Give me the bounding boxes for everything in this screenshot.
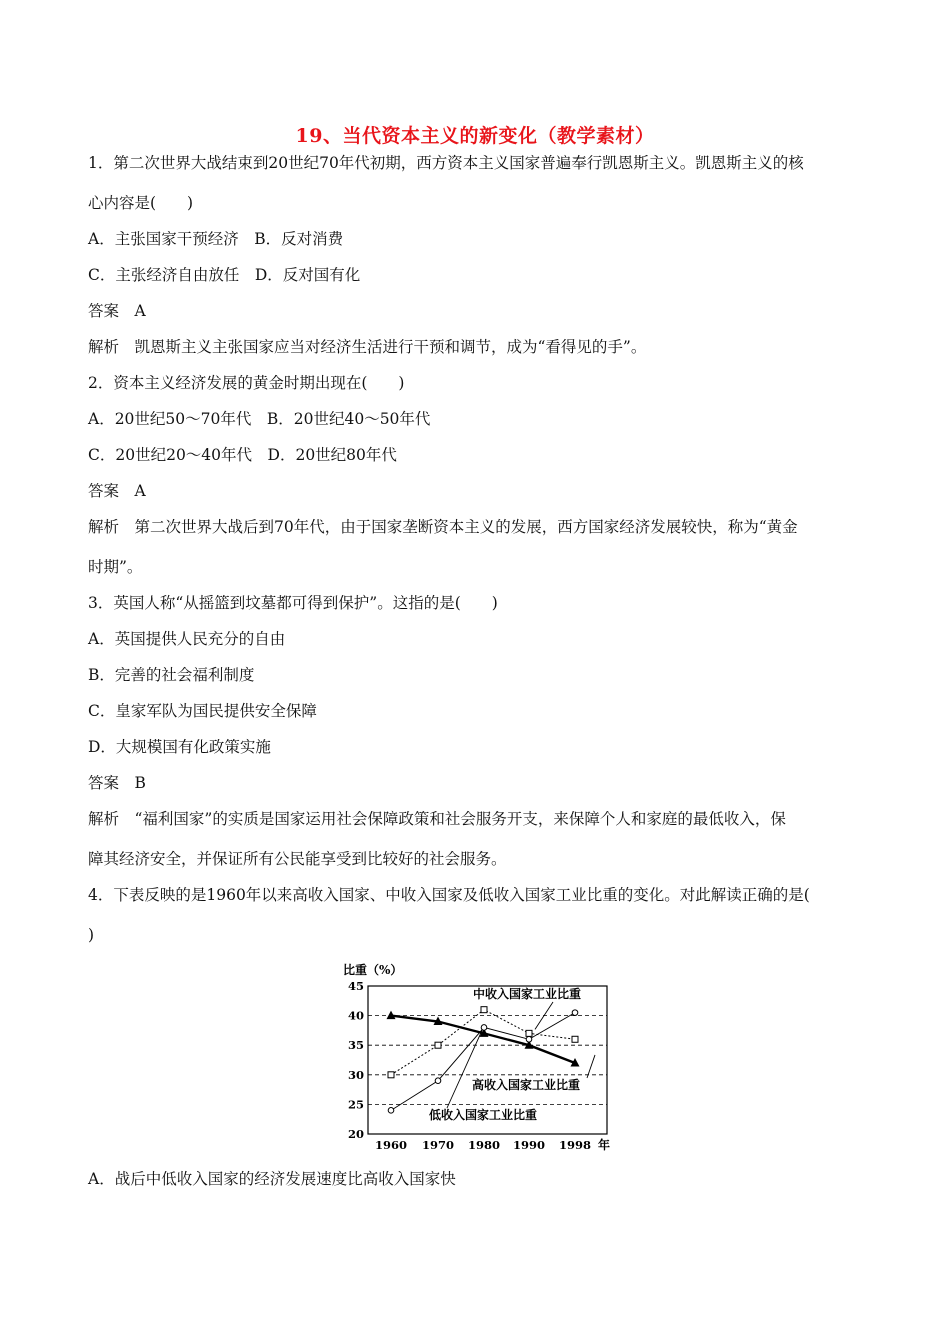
y-tick-label: 20	[347, 1127, 364, 1141]
series-line	[391, 1016, 575, 1063]
q4-stem-line2: )	[88, 926, 95, 944]
data-point-circle	[435, 1078, 441, 1084]
x-tick-label: 1998	[558, 1138, 592, 1152]
series-label: 低收入国家工业比重	[429, 1108, 538, 1122]
q1-explanation: 解析 凯恩斯主义主张国家应当对经济生活进行干预和调节，成为“看得见的手”。	[88, 338, 647, 356]
q1-answer: 答案 A	[88, 302, 146, 320]
data-point-square	[481, 1007, 487, 1013]
q1-options-ab: A．主张国家干预经济 B．反对消费	[88, 230, 344, 248]
data-point-square	[526, 1030, 532, 1036]
y-tick-label: 30	[347, 1067, 364, 1082]
y-tick-label: 35	[347, 1038, 364, 1053]
q3-stem: 3．英国人称“从摇篮到坟墓都可得到保护”。这指的是( )	[88, 594, 498, 612]
data-point-circle	[526, 1036, 532, 1042]
data-point-circle	[388, 1108, 394, 1114]
q3-explanation-line2: 障其经济安全，并保证所有公民能享受到比较好的社会服务。	[88, 850, 507, 868]
q2-answer: 答案 A	[88, 482, 146, 500]
y-tick-label: 25	[347, 1097, 364, 1112]
data-point-square	[388, 1072, 394, 1078]
q4-stem-line1: 4．下表反映的是1960年以来高收入国家、中收入国家及低收入国家工业比重的变化。对此解读正确的是(	[88, 886, 810, 904]
q2-options-cd: C．20世纪20～40年代 D．20世纪80年代	[88, 446, 397, 464]
x-tick-label: 1990	[512, 1138, 546, 1152]
q1-stem-line1: 1．第二次世界大战结束到20世纪70年代初期，西方资本主义国家普遍奉行凯恩斯主义。凯恩斯主义的核	[88, 154, 804, 172]
q1-options-cd: C．主张经济自由放任 D．反对国有化	[88, 266, 361, 284]
q3-option-a: A．英国提供人民充分的自由	[88, 630, 286, 648]
q2-explanation-line1: 解析 第二次世界大战后到70年代，由于国家垄断资本主义的发展，西方国家经济发展较快，称为“黄金	[88, 518, 798, 536]
q1-stem-line2: 心内容是( )	[88, 194, 194, 212]
x-tick-label: 1970	[421, 1138, 455, 1152]
data-point-square	[572, 1036, 578, 1042]
industry-share-chart	[335, 956, 625, 1156]
q3-explanation-line1: 解析 “福利国家”的实质是国家运用社会保障政策和社会服务开支，来保障个人和家庭的最低收入，保	[88, 810, 786, 828]
y-tick-label: 45	[347, 979, 364, 993]
q3-option-d: D．大规模国有化政策实施	[88, 738, 271, 756]
q4-option-a: A．战后中低收入国家的经济发展速度比高收入国家快	[88, 1170, 456, 1188]
series-leader-line	[447, 1030, 482, 1108]
data-point-circle	[481, 1025, 487, 1031]
page-title: 19、当代资本主义的新变化（教学素材）	[295, 125, 655, 147]
q2-options-ab: A．20世纪50～70年代 B．20世纪40～50年代	[88, 410, 431, 428]
data-point-circle	[572, 1010, 578, 1016]
q2-explanation-line2: 时期”。	[88, 558, 143, 576]
q3-option-b: B．完善的社会福利制度	[88, 666, 255, 684]
q3-option-c: C．皇家军队为国民提供安全保障	[88, 702, 317, 720]
x-tick-label: 1980	[467, 1138, 501, 1152]
x-axis-unit: 年	[598, 1138, 611, 1152]
q3-answer: 答案 B	[88, 774, 146, 792]
series-label: 高收入国家工业比重	[472, 1078, 581, 1092]
q2-stem: 2．资本主义经济发展的黄金时期出现在( )	[88, 374, 405, 392]
y-axis-label: 比重（%）	[343, 963, 403, 977]
series-label: 中收入国家工业比重	[473, 987, 582, 1001]
y-tick-label: 40	[347, 1008, 364, 1023]
data-point-square	[435, 1042, 441, 1048]
x-tick-label: 1960	[374, 1138, 408, 1152]
